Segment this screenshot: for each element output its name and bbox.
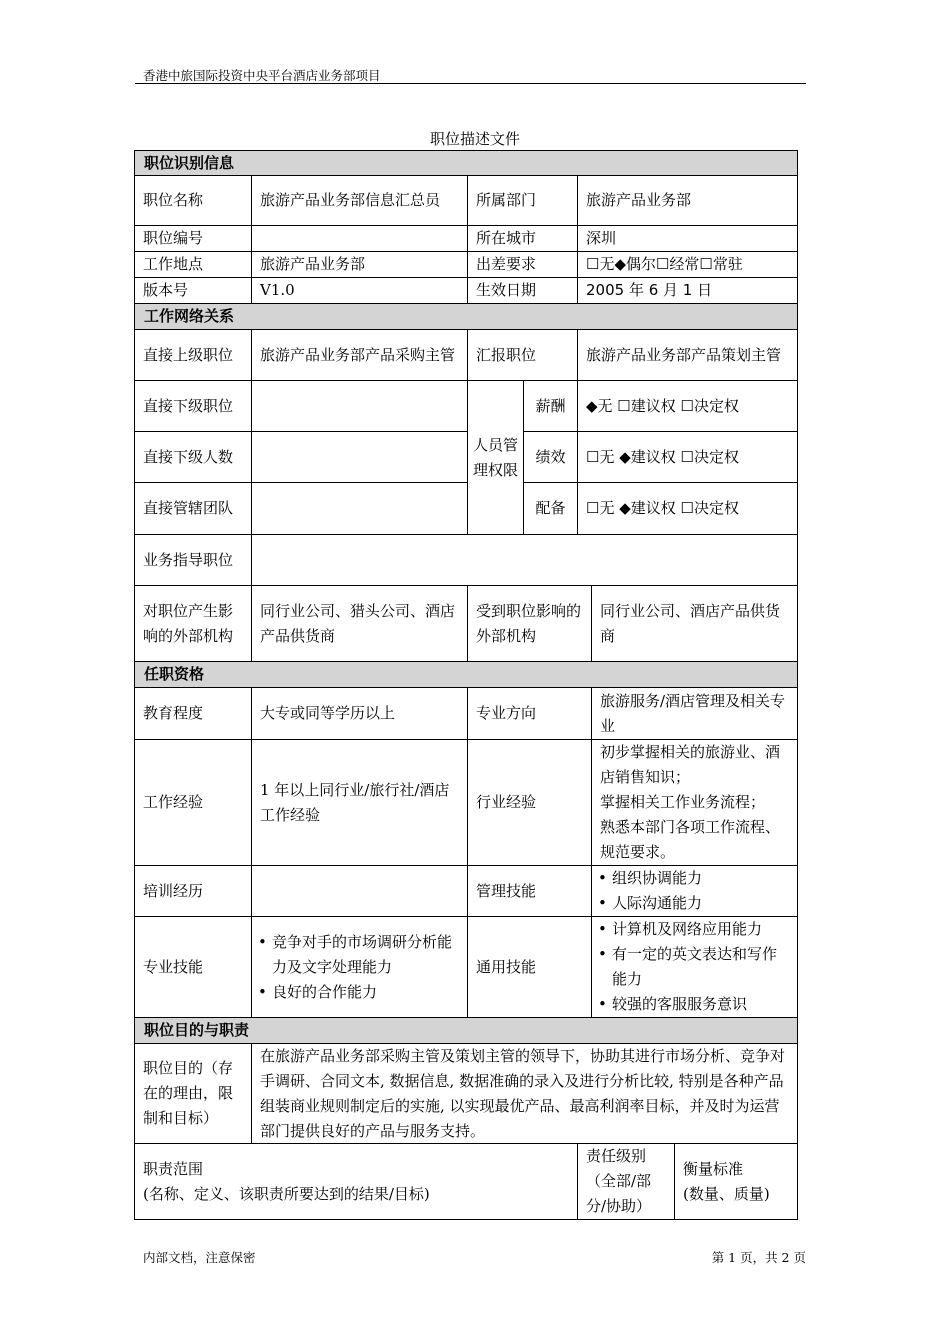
team-label: 直接管辖团队 [134, 482, 252, 535]
position-no-label: 职位编号 [134, 225, 252, 252]
department-value: 旅游产品业务部 [577, 175, 798, 226]
header-rule [135, 83, 806, 84]
position-name-value: 旅游产品业务部信息汇总员 [251, 175, 468, 226]
staffing-label: 配备 [523, 482, 578, 535]
external-influence-label: 对职位产生影响的外部机构 [134, 585, 252, 662]
purpose-value: 在旅游产品业务部采购主管及策划主管的领导下，协助其进行市场分析、竞争对手调研、合同文本, 数据信息, 数据准确的录入及进行分析比较, 特别是各种产品组装商业规则制定后的实施, 以实现最优产品、最高利润率目标，并及时为运营部门提供良好的产品与服务支持。 [251, 1043, 798, 1144]
sub-position-value [251, 380, 468, 432]
training-label: 培训经历 [134, 865, 252, 917]
authority-label: 人员管理权限 [467, 380, 524, 535]
sub-count-label: 直接下级人数 [134, 431, 252, 483]
work-experience-value: 1 年以上同行业/旅行社/酒店工作经验 [251, 739, 468, 866]
salary-label: 薪酬 [523, 380, 578, 432]
report-label: 汇报职位 [467, 329, 578, 381]
external-influence-value: 同行业公司、猎头公司、酒店产品供货商 [251, 585, 468, 662]
job-description-table [134, 150, 798, 1220]
purpose-label: 职位目的（存在的理由，限制和目标） [134, 1043, 252, 1144]
effective-date-value: 2005 年 6 月 1 日 [577, 277, 798, 304]
general-skill-item: • 较强的客服服务意识 [596, 992, 789, 1017]
superior-value: 旅游产品业务部产品采购主管 [251, 329, 468, 381]
position-no-value [251, 225, 468, 252]
affected-org-value: 同行业公司、酒店产品供货商 [591, 585, 798, 662]
footer-page-number: 第 1 页，共 2 页 [711, 1250, 806, 1265]
staffing-authority: ☐无 ◆建议权 ☐决定权 [577, 482, 798, 535]
affected-org-label: 受到职位影响的外部机构 [467, 585, 592, 662]
section-qualification: 任职资格 [134, 661, 798, 688]
page-header: 香港中旅国际投资中央平台酒店业务部项目 [143, 68, 381, 83]
department-label: 所属部门 [467, 175, 578, 226]
scope-title: 职责范围 [143, 1159, 204, 1178]
general-skills-list [591, 916, 798, 1018]
effective-date-label: 生效日期 [467, 277, 578, 304]
report-value: 旅游产品业务部产品策划主管 [577, 329, 798, 381]
travel-value: ☐无◆偶尔☐经常☐常驻 [577, 251, 798, 278]
version-label: 版本号 [134, 277, 252, 304]
professional-skill-item: • 竞争对手的市场调研分析能力及文字处理能力 [256, 930, 459, 980]
management-skills-list [591, 865, 798, 917]
superior-label: 直接上级职位 [134, 329, 252, 381]
responsibility-scope-header [134, 1143, 578, 1220]
performance-label: 绩效 [523, 431, 578, 483]
training-value [251, 865, 468, 917]
document-title: 职位描述文件 [429, 130, 520, 148]
general-skills-label: 通用技能 [467, 916, 592, 1018]
team-value [251, 482, 468, 535]
professional-skills-label: 专业技能 [134, 916, 252, 1018]
section-identification: 职位识别信息 [134, 150, 798, 176]
guide-label: 业务指导职位 [134, 534, 252, 586]
guide-value [251, 534, 798, 586]
general-skill-item: • 有一定的英文表达和写作能力 [596, 942, 789, 992]
version-value: V1.0 [251, 277, 468, 304]
professional-skills-list [251, 916, 468, 1018]
management-skill-item: • 组织协调能力 [596, 866, 789, 891]
measure-title: 衡量标准 [683, 1159, 744, 1178]
footer-confidential: 内部文档，注意保密 [143, 1250, 256, 1265]
section-network: 工作网络关系 [134, 303, 798, 330]
general-skill-item: • 计算机及网络应用能力 [596, 917, 789, 942]
major-label: 专业方向 [467, 687, 592, 740]
industry-experience-item: 掌握相关工作业务流程； [600, 793, 766, 811]
work-experience-label: 工作经验 [134, 739, 252, 866]
major-value: 旅游服务/酒店管理及相关专业 [591, 687, 798, 740]
industry-experience-list [591, 739, 798, 866]
workplace-value: 旅游产品业务部 [251, 251, 468, 278]
section-purpose: 职位目的与职责 [134, 1017, 798, 1044]
measure-subtitle: (数量、质量) [683, 1184, 770, 1203]
professional-skill-item: • 良好的合作能力 [256, 980, 459, 1005]
travel-label: 出差要求 [467, 251, 578, 278]
industry-experience-item: 初步掌握相关的旅游业、酒店销售知识； [600, 743, 781, 786]
management-skills-label: 管理技能 [467, 865, 592, 917]
sub-count-value [251, 431, 468, 483]
position-name-label: 职位名称 [134, 175, 252, 226]
measurement-header [674, 1143, 798, 1220]
education-value: 大专或同等学历以上 [251, 687, 468, 740]
sub-position-label: 直接下级职位 [134, 380, 252, 432]
education-label: 教育程度 [134, 687, 252, 740]
workplace-label: 工作地点 [134, 251, 252, 278]
performance-authority: ☐无 ◆建议权 ☐决定权 [577, 431, 798, 483]
industry-experience-item: 熟悉本部门各项工作流程、规范要求。 [600, 818, 781, 861]
scope-subtitle: (名称、定义、该职责所要达到的结果/目标) [143, 1184, 430, 1203]
city-value: 深圳 [577, 225, 798, 252]
responsibility-level-header: 责任级别（全部/部分/协助） [577, 1143, 675, 1220]
industry-experience-label: 行业经验 [467, 739, 592, 866]
salary-authority: ◆无 ☐建议权 ☐决定权 [577, 380, 798, 432]
management-skill-item: • 人际沟通能力 [596, 891, 789, 916]
city-label: 所在城市 [467, 225, 578, 252]
